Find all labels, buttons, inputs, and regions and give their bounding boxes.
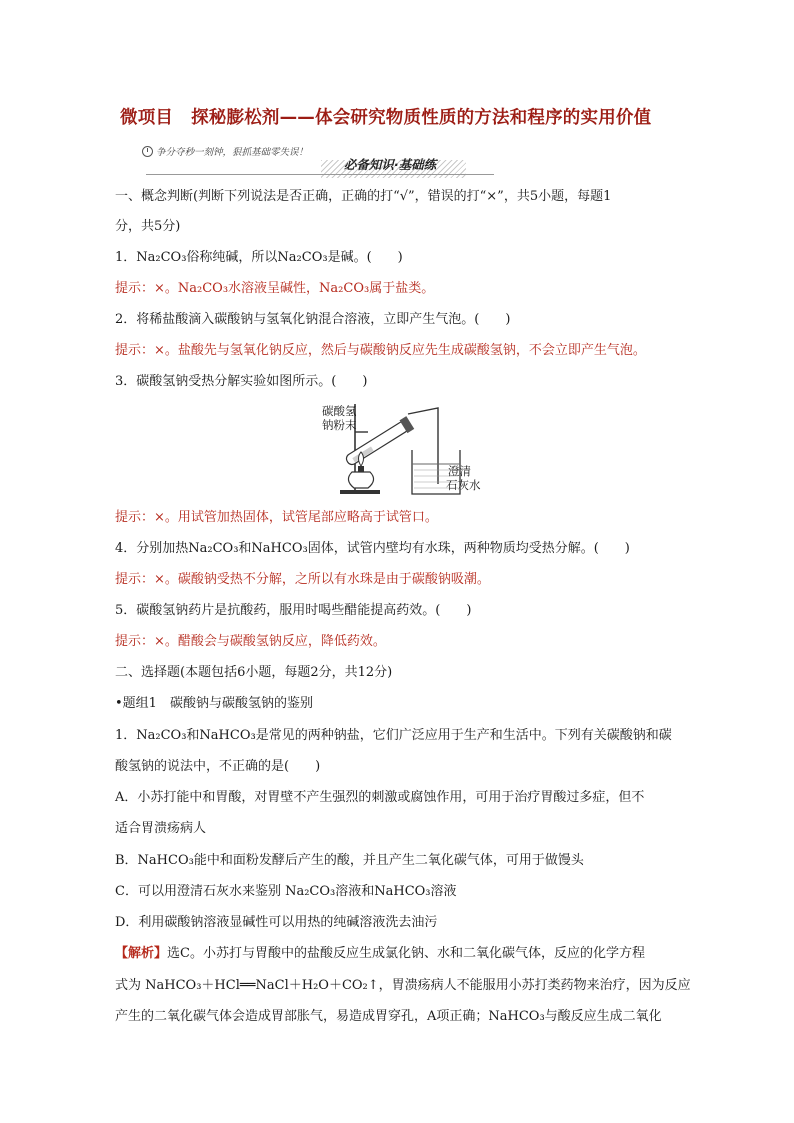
hint-4: 提示：×。碳酸钠受热不分解，之所以有水珠是由于碳酸钠吸潮。 [115, 572, 490, 587]
section-banner [116, 144, 676, 176]
analysis-label: 【解析】 [115, 946, 168, 961]
option-a-line1: A．小苏打能中和胃酸，对胃壁不产生强烈的刺激或腐蚀作用，可用于治疗胃酸过多症，但不 [115, 790, 645, 805]
question-3: 3．碳酸氢钠受热分解实验如图所示。( ) [115, 374, 368, 389]
question-5: 5．碳酸氢钠药片是抗酸药，服用时喝些醋能提高药效。( ) [115, 603, 472, 618]
label-powder-2: 钠粉末 [322, 418, 357, 432]
analysis-text-1: 选C。小苏打与胃酸中的盐酸反应生成氯化钠、水和二氧化碳气体，反应的化学方程 [167, 946, 645, 961]
option-b: B．NaHCO₃能中和面粉发酵后产生的酸，并且产生二氧化碳气体，可用于做馒头 [115, 853, 584, 868]
section2-heading: 二、选择题(本题包括6小题，每题2分，共12分) [115, 665, 393, 680]
analysis-line1 [115, 945, 685, 963]
banner-tag: 必备知识·基础练 [343, 157, 437, 172]
question-2: 2．将稀盐酸滴入碳酸钠与氢氧化钠混合溶液，立即产生气泡。( ) [115, 312, 511, 327]
stand-base [340, 490, 380, 494]
experiment-figure [320, 402, 490, 498]
flame [359, 452, 364, 466]
label-powder-1: 碳酸氢 [322, 404, 357, 418]
mc-question-line2: 酸氢钠的说法中，不正确的是( ) [115, 759, 321, 774]
alcohol-lamp [348, 472, 373, 488]
option-a-line2: 适合胃溃疡病人 [115, 821, 207, 836]
option-d: D．利用碳酸钠溶液显碱性可以用热的纯碱溶液洗去油污 [115, 915, 438, 930]
question-4: 4．分别加热Na₂CO₃和NaHCO₃固体，试管内壁均有水珠，两种物质均受热分解。( ) [115, 541, 630, 556]
section1-heading-line2: 分，共5分) [115, 219, 181, 234]
hint-5: 提示：×。醋酸会与碳酸氢钠反应，降低药效。 [115, 634, 386, 649]
analysis-line3: 产生的二氧化碳气体会造成胃部胀气，易造成胃穿孔，A项正确；NaHCO₃与酸反应生成二氧化 [115, 1009, 662, 1024]
mc-question-line1: 1．Na₂CO₃和NaHCO₃是常见的两种钠盐，它们广泛应用于生产和生活中。下列有关碳酸钠和碳 [115, 728, 672, 743]
label-limewater-1: 澄清 [448, 464, 471, 478]
banner-motto: 争分夺秒一刻钟，狠抓基础零失误！ [156, 147, 309, 158]
question-1: 1．Na₂CO₃俗称纯碱，所以Na₂CO₃是碱。( ) [115, 250, 403, 265]
hint-1: 提示：×。Na₂CO₃水溶液呈碱性，Na₂CO₃属于盐类。 [115, 281, 435, 296]
hint-2: 提示：×。盐酸先与氢氧化钠反应，然后与碳酸钠反应先生成碳酸氢钠，不会立即产生气泡。 [115, 343, 646, 358]
option-c: C．可以用澄清石灰水来鉴别 Na₂CO₃溶液和NaHCO₃溶液 [115, 884, 457, 899]
clock-icon [142, 146, 153, 157]
analysis-line2: 式为 NaHCO₃＋HCl══NaCl＋H₂O＋CO₂↑，胃溃疡病人不能服用小苏打类药物来治疗，因为反应 [115, 978, 691, 993]
page-title [120, 104, 700, 129]
title-prefix: 微项目 [120, 108, 174, 128]
question-group: •题组1 碳酸钠与碳酸氢钠的鉴别 [115, 696, 313, 711]
section1-heading-line1: 一、概念判断(判断下列说法是否正确，正确的打“√”，错误的打“×”，共5小题，每题1 [115, 189, 612, 204]
banner-divider [146, 174, 494, 175]
label-limewater-2: 石灰水 [446, 478, 481, 492]
title-main: 探秘膨松剂——体会研究物质性质的方法和程序的实用价值 [191, 108, 652, 128]
hint-3: 提示：×。用试管加热固体，试管尾部应略高于试管口。 [115, 510, 438, 525]
